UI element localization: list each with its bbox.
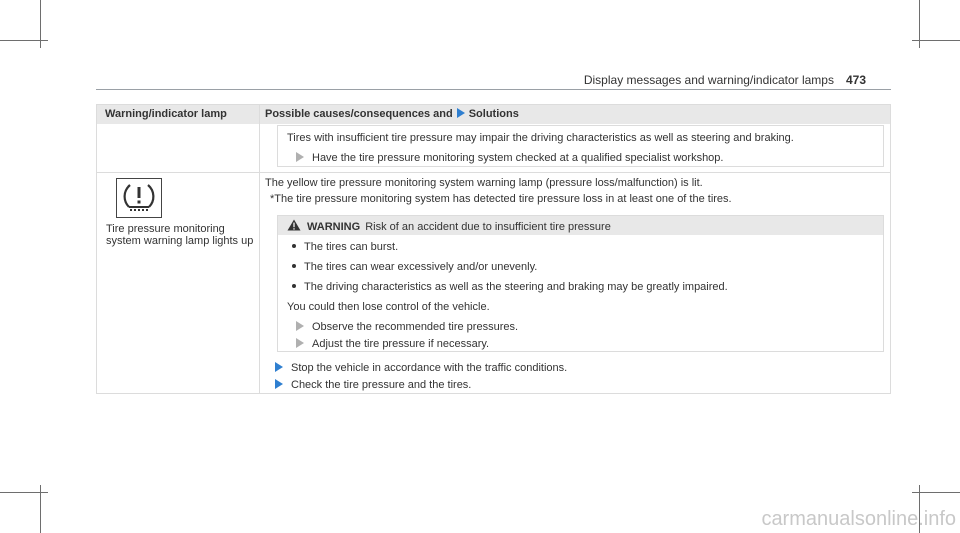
lamp-table	[96, 104, 891, 394]
row2-step: Stop the vehicle in accordance with the traffic conditions.	[275, 361, 567, 375]
step-arrow-icon	[296, 152, 304, 162]
step-arrow-icon	[275, 379, 283, 389]
crop-mark	[912, 40, 960, 41]
warning-header	[278, 216, 883, 235]
row2-step: Check the tire pressure and the tires.	[275, 378, 471, 392]
running-header	[584, 73, 866, 87]
tire-pressure-warning-icon	[116, 178, 162, 218]
warning-step: Adjust the tire pressure if necessary.	[296, 337, 489, 351]
column-divider	[259, 105, 260, 393]
warning-note: You could then lose control of the vehicle.	[287, 301, 490, 313]
row-divider	[97, 172, 890, 173]
step-arrow-icon	[296, 321, 304, 331]
col2-header: Possible causes/consequences and Solutions	[265, 108, 519, 120]
warning-box	[277, 215, 884, 352]
table-header	[97, 105, 890, 124]
row2-intro1: The yellow tire pressure monitoring system warning lamp (pressure loss/malfunction) is lit.	[265, 177, 703, 189]
lamp-label: Tire pressure monitoring system warning lamp lights up	[106, 223, 254, 247]
watermark: carmanualsonline.info	[761, 508, 956, 530]
crop-mark	[912, 492, 960, 493]
list-item: The tires can burst.	[292, 240, 398, 254]
warning-triangle-icon	[287, 219, 301, 231]
row1-step: Have the tire pressure monitoring system checked at a qualified specialist workshop.	[296, 151, 723, 165]
crop-mark	[0, 40, 48, 41]
page-number: 473	[845, 73, 866, 87]
list-item: The tires can wear excessively and/or unevenly.	[292, 260, 537, 274]
crop-mark	[0, 492, 48, 493]
row2-intro2: *The tire pressure monitoring system has detected tire pressure loss in at least one of the tires.	[270, 193, 732, 205]
warning-title: WARNING	[307, 221, 361, 233]
col1-header: Warning/indicator lamp	[105, 108, 227, 120]
step-arrow-icon	[296, 338, 304, 348]
list-item: The driving characteristics as well as the steering and braking may be greatly impaired.	[292, 280, 728, 294]
warning-text: Risk of an accident due to insufficient tire pressure	[365, 221, 611, 233]
header-title: Display messages and warning/indicator lamps	[583, 73, 834, 87]
arrow-right-icon	[457, 108, 465, 118]
step-arrow-icon	[275, 362, 283, 372]
row1-text: Tires with insufficient tire pressure may impair the driving characteristics as well as steering and braking.	[287, 132, 794, 144]
warning-step: Observe the recommended tire pressures.	[296, 320, 518, 334]
row1-box	[277, 125, 884, 167]
header-rule	[96, 89, 891, 90]
